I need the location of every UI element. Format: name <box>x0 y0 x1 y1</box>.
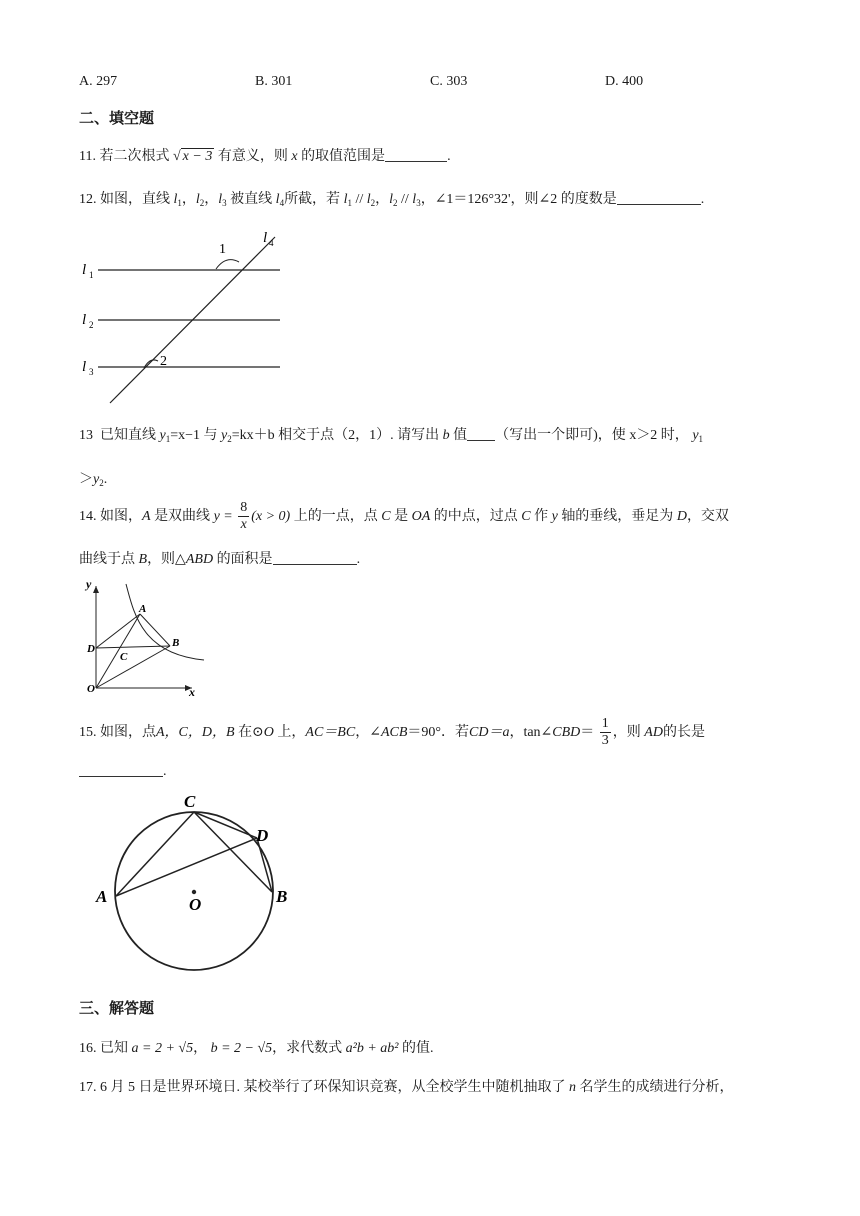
answer-blank <box>273 550 357 565</box>
svg-text:D: D <box>87 643 95 655</box>
fraction-8-over-x: $\frac{8}{x}$ <box>240 500 248 533</box>
answer-blank <box>467 426 495 441</box>
q11-text: 若二次根式 <box>99 149 170 164</box>
option-b: B. 301 <box>255 74 293 89</box>
figure-12-parallel-lines <box>80 225 290 410</box>
svg-text:l: l <box>82 359 87 375</box>
svg-text:O: O <box>87 683 95 695</box>
question-16: 16. 已知 a = 2 + √5， b = 2 − √5，求代数式 a²b + ab² 的值. <box>79 1041 434 1056</box>
angle-1-label: 1 <box>219 242 226 257</box>
question-17: 17. 6 月 5 日是世界环境日. 某校举行了环保知识竞赛，从全校学生中随机抽取了 n 名学生的成绩进行分析， <box>79 1080 734 1095</box>
option-a: A. 297 <box>79 74 118 89</box>
svg-text:O: O <box>189 895 202 914</box>
figure-15-circle <box>92 788 307 976</box>
svg-text:l: l <box>82 262 87 278</box>
question-14-line2: 曲线于点 B，则△ABD 的面积是 . <box>79 552 361 567</box>
svg-text:A: A <box>96 887 108 906</box>
svg-text:3: 3 <box>89 367 94 377</box>
svg-text:B: B <box>172 637 180 649</box>
option-d: D. 400 <box>605 74 644 89</box>
q11-number: 11. <box>79 149 96 164</box>
svg-text:l: l <box>82 312 87 328</box>
svg-text:B: B <box>276 887 288 906</box>
svg-text:4: 4 <box>269 238 274 248</box>
fraction-1-over-3: $\frac{1}{3}$ <box>601 716 609 749</box>
question-12: 12. 如图，直线 $l_1$，$l_2$，$l_3$ 被直线 $l_4$所截，若 $l_1 // l_2$，$l_2 // l_3$，∠1＝126°32'，则∠2 的度数是 . <box>79 192 705 208</box>
question-15: 15. 如图，点A，C，D，B 在⊙O 上，AC＝BC，∠ACB＝90°．若CD＝a，tan∠CBD＝ $\frac{1}{3}$ ，则 AD的长是 <box>79 716 705 749</box>
figure-14-hyperbola <box>84 574 214 702</box>
question-14: 14. 如图，A 是双曲线 y = $\frac{8}{x}$ (x > 0) 上的一点，点 C 是 OA 的中点，过点 C 作 y 轴的垂线，垂足为 D，交双 <box>79 500 729 533</box>
question-11: 11. 若二次根式 √ x − 3 有意义，则 x 的取值范围是 . <box>79 149 451 164</box>
angle-2-label: 2 <box>160 354 167 369</box>
question-13: 13 已知直线 $y_1=x-1$ 与 $y_2=kx+b$ 相交于点（2，1）. 请写出 b 值 （写出一个即可)，使 x＞2 时， $y_1$ <box>79 428 704 444</box>
svg-text:y: y <box>86 577 92 591</box>
svg-text:D: D <box>256 826 269 845</box>
svg-text:C: C <box>184 792 196 811</box>
svg-text:A: A <box>139 603 147 615</box>
question-13-line2: $>y_2$. <box>79 472 108 488</box>
section-title-fill-in: 二、填空题 <box>79 109 155 127</box>
answer-blank <box>617 190 701 205</box>
section-title-solutions: 三、解答题 <box>79 999 155 1017</box>
svg-text:C: C <box>120 651 128 663</box>
sqrt-expression: √ x − 3 <box>172 149 213 164</box>
svg-text:1: 1 <box>89 270 94 280</box>
svg-text:l: l <box>263 230 268 246</box>
svg-text:x: x <box>189 685 195 699</box>
answer-blank <box>385 147 447 162</box>
svg-text:2: 2 <box>89 320 94 330</box>
option-c: C. 303 <box>430 74 468 89</box>
question-15-line2: . <box>79 762 167 780</box>
answer-blank <box>79 762 163 777</box>
